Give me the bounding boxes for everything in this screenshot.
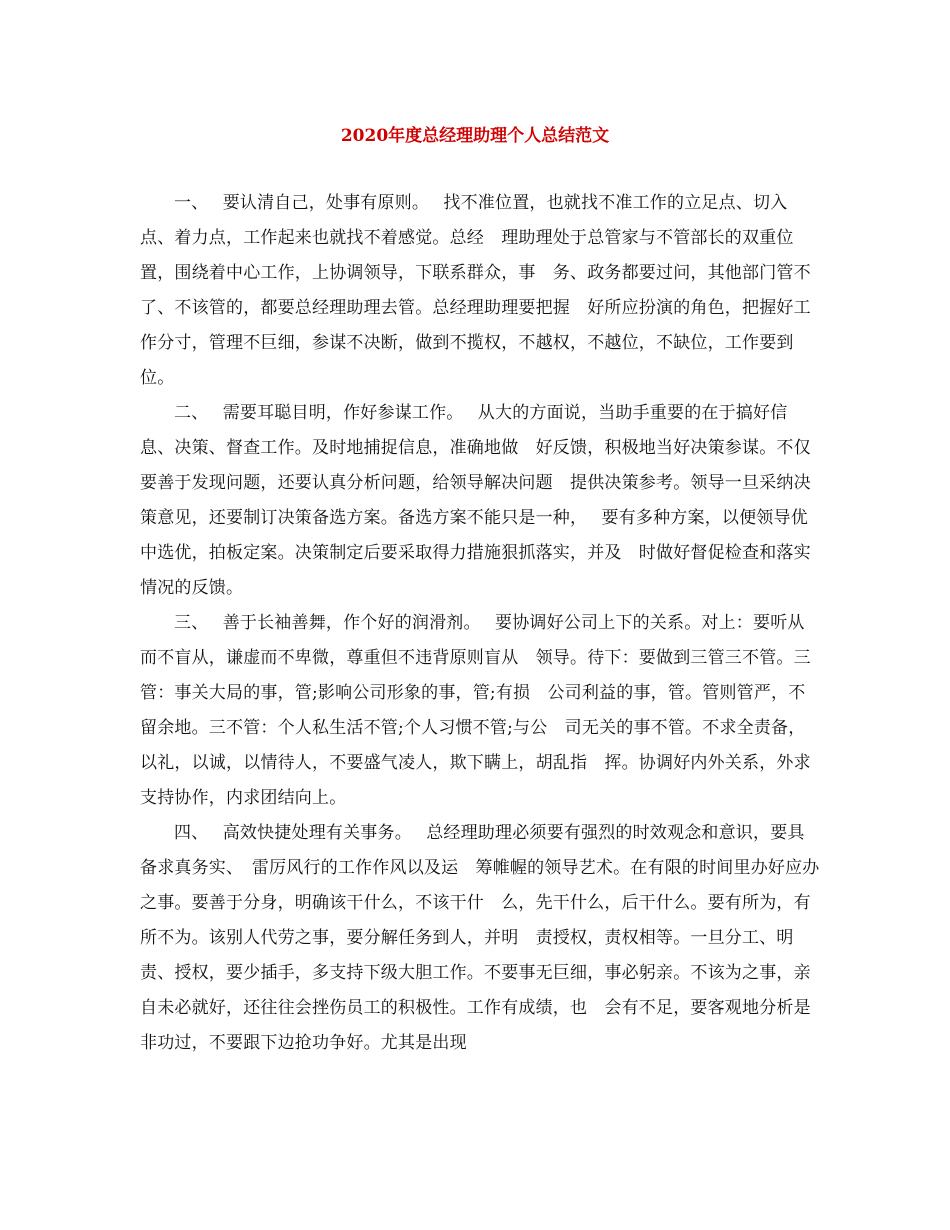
paragraph-4: 四、 高效快捷处理有关事务。 总经理助理必须要有强烈的时效观念和意识，要具备求真务实、 雷厉风行的工作作风以及运 筹帷幄的领导艺术。在有限的时间里办好应办之事。要善于分身，明确该干什么，不该干什 么，先干什么，后干什么。要有所为，有所不为。该别人代劳之事，要分解任务到人，并明 责授权，责权相等。一旦分工、明责、授权，要少插手，多支持下级大胆工作。不要事无巨细，事必躬亲。不该为之事，亲自未必就好，还往往会挫伤员工的积极性。工作有成绩，也 会有不足，要客观地分析是非功过，不要跟下边抢功争好。尤其是出现 xyxy=(140,823,820,1053)
paragraph-3: 三、 善于长袖善舞，作个好的润滑剂。 要协调好公司上下的关系。对上：要听从而不盲从，谦虚而不卑微，尊重但不违背原则盲从 领导。待下：要做到三管三不管。三管：事关大局的事，管;影响公司形象的事，管;有损 公司利益的事，管。管则管严，不留余地。三不管：个人私生活不管;个人习惯不管;与公 司无关的事不管。不求全责备，以礼，以诚，以情待人，不要盛气凌人，欺下瞒上，胡乱指 挥。协调好内外关系，外求支持协作，内求团结向上。 xyxy=(140,613,811,808)
document-body xyxy=(140,186,820,1061)
document-title: 2020年度总经理助理个人总结范文 xyxy=(340,126,610,146)
paragraph-2: 二、 需要耳聪目明，作好参谋工作。 从大的方面说，当助手重要的在于搞好信息、决策、督查工作。及时地捕捉信息，准确地做 好反馈，积极地当好决策参谋。不仅要善于发现问题，还要认真分析问题，给领导解决问题 提供决策参考。领导一旦采纳决策意见，还要制订决策备选方案。备选方案不能只是一种， 要有多种方案，以便领导优中选优，拍板定案。决策制定后要采取得力措施狠抓落实，并及 时做好督促检查和落实情况的反馈。 xyxy=(140,403,811,598)
paragraph-1: 一、 要认清自己，处事有原则。 找不准位置，也就找不准工作的立足点、切入点、着力点，工作起来也就找不着感觉。总经 理助理处于总管家与不管部长的双重位置，围绕着中心工作，上协调领导，下联系群众，事 务、政务都要过问，其他部门管不了、不该管的，都要总经理助理去管。总经理助理要把握 好所应扮演的角色，把握好工作分寸，管理不巨细，参谋不决断，做到不揽权，不越权，不越位，不缺位，工作要到位。 xyxy=(140,193,811,388)
